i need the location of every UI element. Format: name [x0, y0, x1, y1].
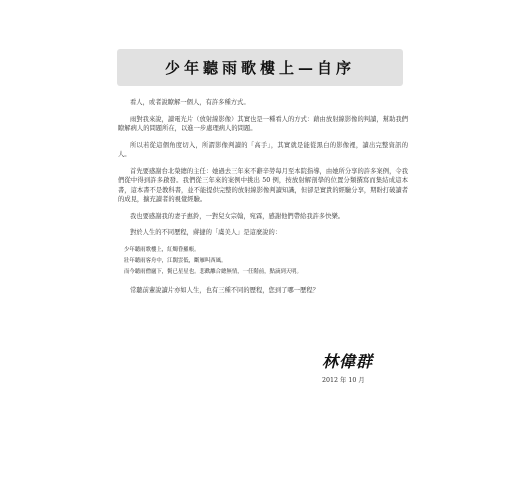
paragraph-acknowledgement-family: 我也要感謝我的妻子惠鈴，一對兒女宗翰，宛霖，感謝他們帶給我許多快樂。 [130, 212, 345, 220]
page-title: 少年聽雨歌樓上—自序 [164, 59, 355, 77]
paragraph-intro: 看人，或者說瞭解一個人，有許多種方式。 [130, 99, 250, 106]
preface-body [118, 98, 408, 303]
signature-date: 2012 年 10 月 [322, 377, 365, 384]
paragraph-closing: 常聽前輩說讀片亦如人生，也有三種不同的歷程，您到了哪一歷程？ [130, 287, 319, 295]
paragraph-expert: 所以若從這個角度切入，所謂影像判讀的「高手」，其實就是能從黑白的影像裡，讀出完整資訊的人。 [118, 141, 408, 159]
poem-block [118, 245, 408, 278]
poem-line: 而今聽雨僧廬下，鬢已星星也。悲歡離合總無情，一任階前，點滴到天明。 [124, 269, 302, 276]
title-banner [117, 49, 403, 86]
author-signature: 林偉群 [322, 352, 374, 371]
poem-line: 少年聽雨歌樓上，紅燭昏羅帳。 [124, 247, 200, 254]
poem-line: 壯年聽雨客舟中，江闊雲低，斷雁叫西風。 [124, 258, 227, 265]
paragraph-reading-images: 雨對我來說，讀電光片（放射線影像）其實也是一種看人的方式：藉由放射線影像的判讀，幫助我們瞭解病人的問題所在，以進一步處理病人的問題。 [118, 115, 408, 133]
paragraph-acknowledgement-mentor: 首先要感謝台北榮總的主任：她過去三年來不辭辛勞每月至本院指導，由她所分享的許多案例，令我們從中得到許多啟發。我們從三年來的案例中挑出 50 例，按放射解剖學的位置分類撰寫而集結成這本書，這本書不是教科書，並不能提供完整的放射線影像判讀知識，但卻是實貴的經驗分享，期盼打破讀者的成見，擴充讀者的視覺經驗。 [118, 167, 408, 203]
paragraph-poem-intro: 對於人生的不同歷程，蔣捷的「虞美人」是這麼說的： [130, 229, 282, 237]
